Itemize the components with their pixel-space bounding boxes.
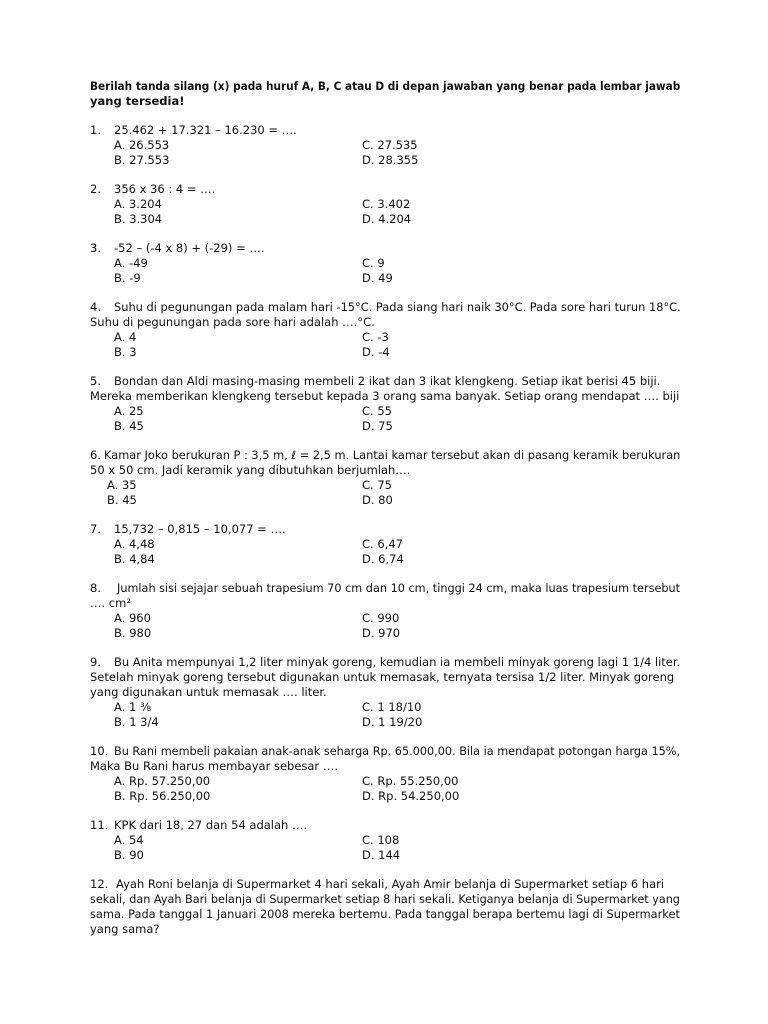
option-d: D. 75 [362, 419, 393, 433]
question-number: 12. [90, 877, 109, 891]
question-text: KPK dari 18, 27 dan 54 adalah …. [114, 818, 308, 832]
option-a: A. 1 ⅜ [114, 700, 152, 714]
question-number: 9. [90, 655, 101, 669]
option-d: D. 6,74 [362, 552, 404, 566]
question-text: Setelah minyak goreng tersebut digunakan untuk memasak, ternyata tersisa 1/2 liter. Minyak goreng [90, 670, 675, 684]
option-d: D. 80 [362, 493, 393, 507]
question-text: Maka Bu Rani harus membayar sebesar …. [90, 759, 338, 773]
option-b: B. 1 3/4 [114, 715, 159, 729]
question-number: 11. [90, 818, 109, 832]
option-b: B. Rp. 56.250,00 [114, 789, 211, 803]
question-text: Bondan dan Aldi masing-masing membeli 2 ikat dan 3 ikat klengkeng. Setiap ikat berisi 45 biji. [114, 374, 661, 388]
question-number: 3. [90, 241, 101, 255]
option-a: A. Rp. 57.250,00 [114, 774, 211, 788]
option-c: C. 27.535 [362, 138, 418, 152]
option-d: D. -4 [362, 345, 390, 359]
question-text: Ayah Roni belanja di Supermarket 4 hari sekali, Ayah Amir belanja di Supermarket setiap 6 hari [116, 877, 665, 891]
question-text: -52 – (-4 x 8) + (-29) = …. [114, 241, 265, 255]
question-text: Kamar Joko berukuran P : 3,5 m, ℓ = 2,5 m. Lantai kamar tersebut akan di pasang keramik berukuran [104, 448, 681, 462]
question-text: Suhu di pegunungan pada sore hari adalah ….°C. [90, 315, 375, 329]
question-number: 8. [90, 581, 101, 595]
option-a: A. -49 [114, 256, 148, 270]
option-c: C. 3.402 [362, 197, 411, 211]
question-number: 6. [90, 448, 101, 462]
option-d: D. 4.204 [362, 212, 412, 226]
option-b: B. -9 [114, 271, 141, 285]
option-a: A. 25 [114, 404, 144, 418]
option-b: B. 27.553 [114, 153, 170, 167]
option-a: A. 4,48 [114, 537, 155, 551]
option-c: C. 55 [362, 404, 392, 418]
question-text: Mereka memberikan klengkeng tersebut kepada 3 orang sama banyak. Setiap orang mendapat …. biji [90, 389, 680, 403]
option-c: C. 75 [362, 478, 392, 492]
question-text: 15,732 – 0,815 – 10,077 = …. [114, 522, 286, 536]
option-d: D. 970 [362, 626, 401, 640]
question-number: 7. [90, 522, 101, 536]
option-a: A. 35 [107, 478, 137, 492]
instruction-line-1: Berilah tanda silang (x) pada huruf A, B, C atau D di depan jawaban yang benar pada lembar jawab [90, 79, 681, 93]
option-d: D. 28.355 [362, 153, 419, 167]
option-c: C. 108 [362, 833, 400, 847]
question-text: yang digunakan untuk memasak …. liter. [90, 685, 327, 699]
option-c: C. 9 [362, 256, 385, 270]
option-c: C. Rp. 55.250,00 [362, 774, 459, 788]
question-text: sekali, dan Ayah Bari belanja di Supermarket setiap 8 hari sekali. Ketiganya belanja di Supermarket yang [90, 892, 680, 906]
question-text: 50 x 50 cm. Jadi keramik yang dibutuhkan berjumlah…. [90, 463, 411, 477]
question-text: sama. Pada tanggal 1 Januari 2008 mereka bertemu. Pada tanggal berapa bertemu lagi di Supermarket [90, 907, 680, 921]
question-text: Bu Anita mempunyai 1,2 liter minyak goreng, kemudian ia membeli minyak goreng lagi 1 1/4 liter. [114, 655, 681, 669]
question-number: 4. [90, 300, 101, 314]
option-c: C. 1 18/10 [362, 700, 422, 714]
option-b: B. 45 [107, 493, 137, 507]
option-a: A. 26.553 [114, 138, 170, 152]
option-a: A. 960 [114, 611, 151, 625]
option-b: B. 45 [114, 419, 144, 433]
option-d: D. 144 [362, 848, 401, 862]
option-d: D. 49 [362, 271, 393, 285]
question-number: 10. [90, 744, 109, 758]
question-text: 356 x 36 : 4 = …. [114, 182, 216, 196]
question-text: Jumlah sisi sejajar sebuah trapesium 70 cm dan 10 cm, tinggi 24 cm, maka luas trapesium tersebut [117, 581, 681, 595]
option-c: C. 6,47 [362, 537, 403, 551]
question-text: …. cm² [90, 596, 131, 610]
option-b: B. 3.304 [114, 212, 163, 226]
option-a: A. 4 [114, 330, 137, 344]
option-d: D. 1 19/20 [362, 715, 423, 729]
option-c: C. -3 [362, 330, 389, 344]
option-b: B. 90 [114, 848, 144, 862]
option-b: B. 4,84 [114, 552, 155, 566]
question-number: 5. [90, 374, 101, 388]
question-text: 25.462 + 17.321 – 16.230 = …. [114, 123, 297, 137]
instruction-line-2: yang tersedia! [90, 94, 185, 108]
question-text: Bu Rani membeli pakaian anak-anak seharga Rp. 65.000,00. Bila ia mendapat potongan harga 15%, [114, 744, 681, 758]
question-number: 2. [90, 182, 101, 196]
option-b: B. 980 [114, 626, 152, 640]
option-b: B. 3 [114, 345, 137, 359]
option-d: D. Rp. 54.250,00 [362, 789, 460, 803]
question-number: 1. [90, 123, 101, 137]
option-a: A. 54 [114, 833, 144, 847]
option-c: C. 990 [362, 611, 400, 625]
question-text: yang sama? [90, 922, 160, 936]
question-text: Suhu di pegunungan pada malam hari -15°C. Pada siang hari naik 30°C. Pada sore hari turun 18°C. [114, 300, 681, 314]
option-a: A. 3.204 [114, 197, 162, 211]
